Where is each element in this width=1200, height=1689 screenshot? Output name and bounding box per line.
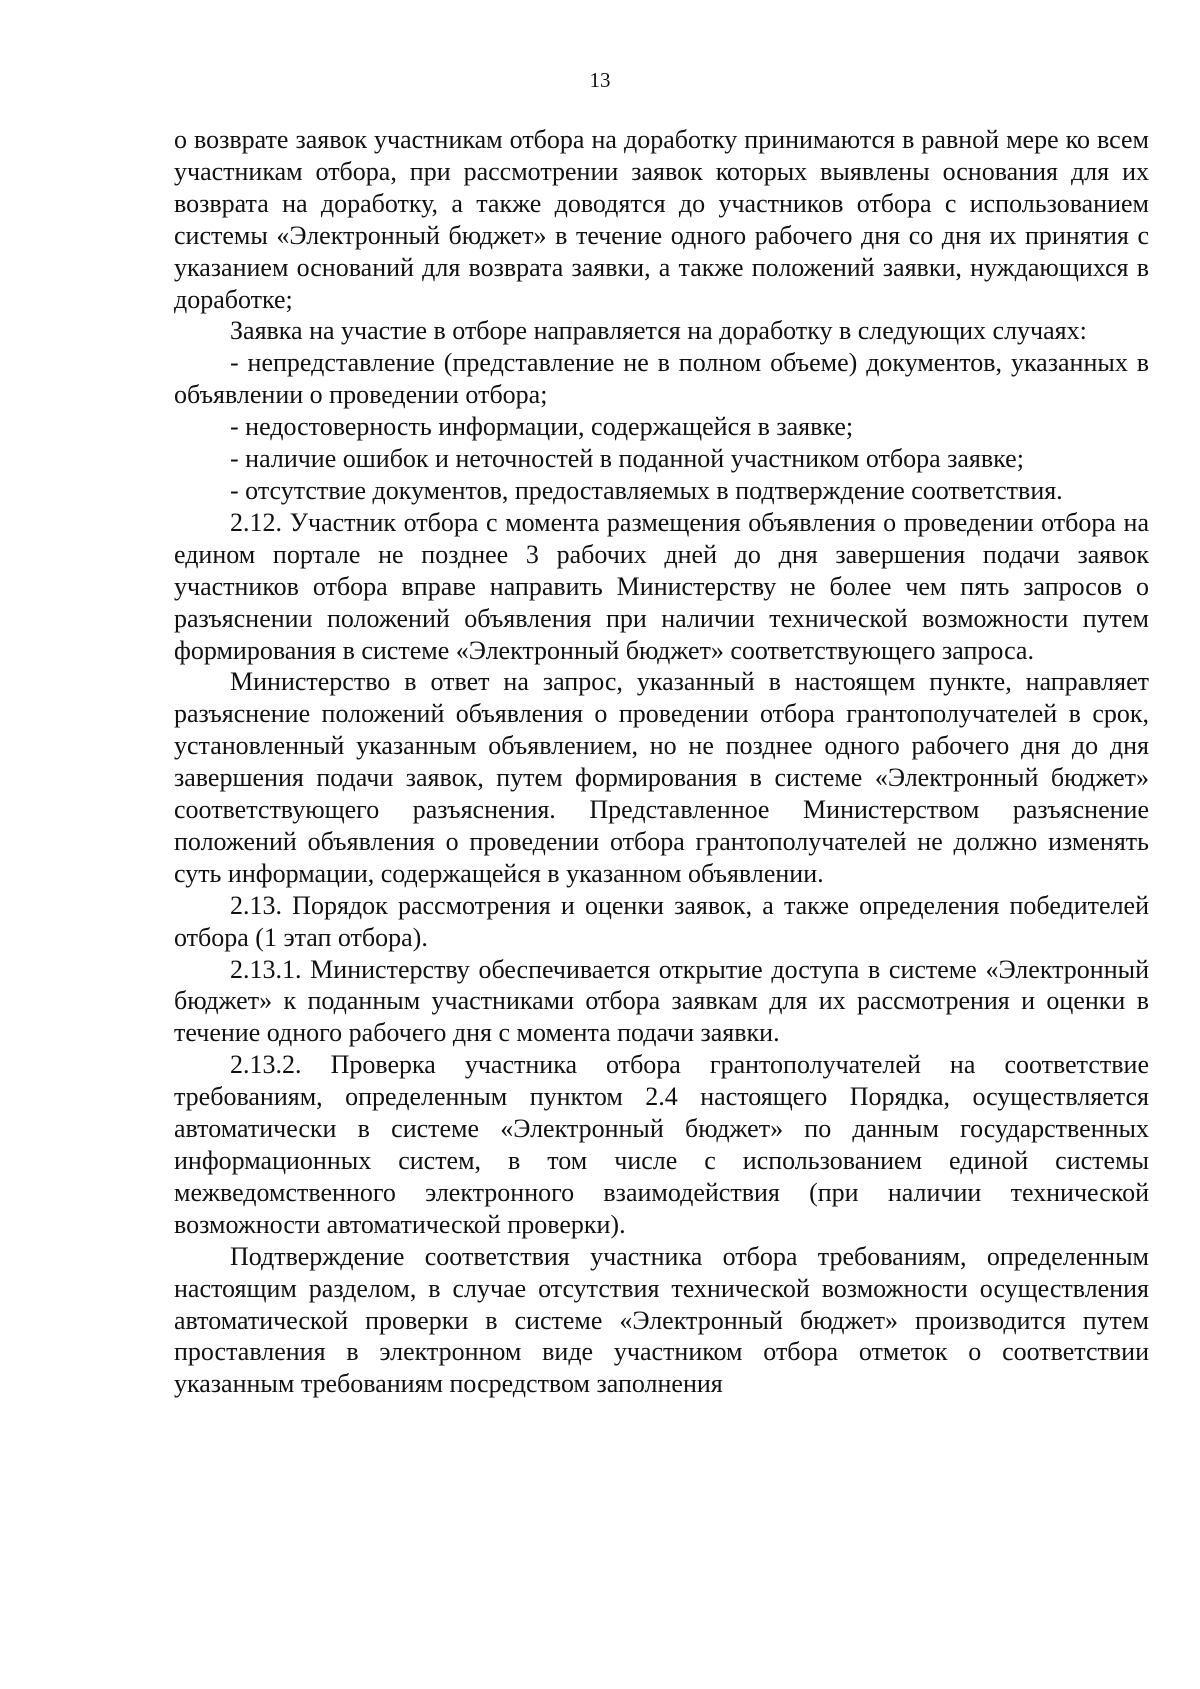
paragraph: Министерство в ответ на запрос, указанный в настоящем пункте, направляет разъяснение положений объявления о проведении отбора грантополучателей в срок, установленный указанным объявлением, но не позднее одного рабочего дня до дня завершения подачи заявок, путем формирования в системе «Электронный бюджет» соответствующего разъяснения. Представленное Министерством разъяснение положений объявления о проведении отбора грантополучателей не должно изменять суть информации, содержащейся в указанном объявлении. bbox=[174, 667, 1149, 888]
paragraph-2-13-1: 2.13.1. Министерству обеспечивается открытие доступа в системе «Электронный бюджет» к поданным участниками отбора заявкам для их рассмотрения и оценки в течение одного рабочего дня с момента подачи заявки. bbox=[174, 954, 1149, 1048]
paragraph: Подтверждение соответствия участника отбора требованиям, определенным настоящим разделом, в случае отсутствия технической возможности осуществления автоматической проверки в системе «Электронный бюджет» производится путем проставления в электронном виде участником отбора отметок о соответствии указанным требованиям посредством заполнения bbox=[174, 1241, 1149, 1399]
list-item: - непредставление (представление не в полном объеме) документов, указанных в объявлении о проведении отбора; bbox=[174, 348, 1149, 410]
paragraph-2-12: 2.12. Участник отбора с момента размещения объявления о проведении отбора на едином портале не позднее 3 рабочих дней до дня завершения подачи заявок участников отбора вправе направить Министерству не более чем пять запросов о разъяснении положений объявления при наличии технической возможности путем формирования в системе «Электронный бюджет» соответствующего запроса. bbox=[174, 507, 1149, 665]
paragraph-2-13-2: 2.13.2. Проверка участника отбора грантополучателей на соответствие требованиям, определенным пунктом 2.4 настоящего Порядка, осуществляется автоматически в системе «Электронный бюджет» по данным государственных информационных систем, в том числе с использованием единой системы межведомственного электронного взаимодействия (при наличии технической возможности автоматической проверки). bbox=[174, 1050, 1149, 1239]
paragraph-continuation: о возврате заявок участникам отбора на доработку принимаются в равной мере ко всем участникам отбора, при рассмотрении заявок которых выявлены основания для их возврата на доработку, а также доводятся до участников отбора с использованием системы «Электронный бюджет» в течение одного рабочего дня со дня их принятия с указанием оснований для возврата заявки, а также положений заявки, нуждающихся в доработке; bbox=[174, 125, 1149, 314]
list-item: - отсутствие документов, предоставляемых в подтверждение соответствия. bbox=[230, 475, 1063, 505]
paragraph-2-13: 2.13. Порядок рассмотрения и оценки заявок, а также определения победителей отбора (1 этап отбора). bbox=[174, 890, 1149, 952]
list-item: - наличие ошибок и неточностей в поданной участником отбора заявке; bbox=[230, 444, 1024, 474]
paragraph: Заявка на участие в отборе направляется на доработку в следующих случаях: bbox=[230, 316, 1087, 346]
document-body bbox=[174, 124, 1149, 1400]
list-item: - недостоверность информации, содержащейся в заявке; bbox=[230, 412, 854, 442]
page-number: 13 bbox=[589, 68, 611, 92]
